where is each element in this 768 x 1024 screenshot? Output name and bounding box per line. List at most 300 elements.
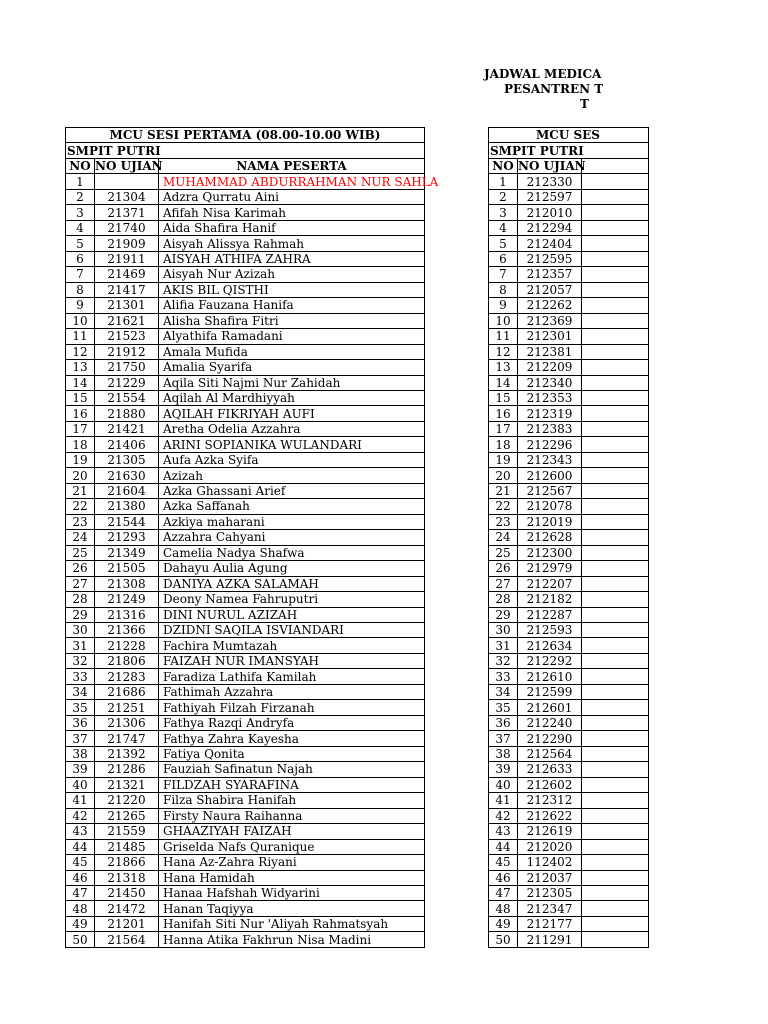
table-group-row xyxy=(489,143,649,158)
cell-no-ujian: 212595 xyxy=(518,251,582,266)
cell-nama xyxy=(582,483,649,498)
table-row xyxy=(489,437,649,452)
cell-no: 7 xyxy=(489,267,518,282)
cell-nama xyxy=(582,653,649,668)
cell-nama xyxy=(582,220,649,235)
cell-no: 18 xyxy=(66,437,95,452)
cell-nama xyxy=(582,282,649,297)
right-schedule-table xyxy=(488,127,649,948)
cell-no-ujian: 21472 xyxy=(95,901,159,916)
table-row xyxy=(489,360,649,375)
cell-no: 34 xyxy=(489,684,518,699)
table-row xyxy=(489,808,649,823)
cell-no: 45 xyxy=(489,855,518,870)
cell-no: 5 xyxy=(489,236,518,251)
table-row xyxy=(66,653,425,668)
cell-no: 23 xyxy=(489,514,518,529)
table-row xyxy=(66,824,425,839)
table-row xyxy=(489,746,649,761)
cell-no-ujian: 21380 xyxy=(95,499,159,514)
cell-no: 37 xyxy=(489,731,518,746)
cell-no: 21 xyxy=(66,483,95,498)
cell-nama: Hana Hamidah xyxy=(159,870,425,885)
cell-no: 38 xyxy=(66,746,95,761)
table-row xyxy=(66,576,425,591)
cell-no-ujian: 21201 xyxy=(95,916,159,931)
cell-no-ujian: 212020 xyxy=(518,839,582,854)
cell-no-ujian: 212564 xyxy=(518,746,582,761)
cell-no: 22 xyxy=(66,499,95,514)
table-row xyxy=(66,777,425,792)
col-header-no-ujian: NO UJIAN xyxy=(518,159,586,174)
cell-nama: Fachira Mumtazah xyxy=(159,638,425,653)
table-row xyxy=(66,267,425,282)
cell-no: 14 xyxy=(66,375,95,390)
cell-no: 15 xyxy=(66,390,95,405)
table-row xyxy=(489,236,649,251)
cell-no: 33 xyxy=(489,669,518,684)
cell-nama xyxy=(582,298,649,313)
cell-nama: Aufa Azka Syifa xyxy=(159,452,425,467)
cell-no-ujian: 212610 xyxy=(518,669,582,684)
cell-no: 49 xyxy=(66,916,95,931)
cell-no-ujian: 212567 xyxy=(518,483,582,498)
cell-nama: Aisyah Nur Azizah xyxy=(159,267,425,282)
cell-no: 23 xyxy=(66,514,95,529)
table-row xyxy=(66,746,425,761)
cell-no: 27 xyxy=(489,576,518,591)
cell-no-ujian: 212290 xyxy=(518,731,582,746)
cell-no: 2 xyxy=(489,189,518,204)
table-row xyxy=(66,375,425,390)
cell-nama xyxy=(582,468,649,483)
cell-nama xyxy=(582,421,649,436)
table-row xyxy=(66,592,425,607)
table-row xyxy=(66,715,425,730)
table-row xyxy=(66,700,425,715)
cell-no: 47 xyxy=(66,885,95,900)
cell-nama xyxy=(582,808,649,823)
cell-nama: Hanna Atika Fakhrun Nisa Madini xyxy=(159,932,425,947)
cell-no: 19 xyxy=(489,452,518,467)
cell-no-ujian: 21220 xyxy=(95,793,159,808)
cell-nama xyxy=(582,839,649,854)
cell-no-ujian: 21686 xyxy=(95,684,159,699)
cell-no: 45 xyxy=(66,855,95,870)
cell-no-ujian: 21750 xyxy=(95,360,159,375)
cell-no-ujian: 212602 xyxy=(518,777,582,792)
cell-no-ujian: 21318 xyxy=(95,870,159,885)
table-row xyxy=(489,592,649,607)
cell-no-ujian: 21283 xyxy=(95,669,159,684)
cell-no: 35 xyxy=(489,700,518,715)
table-row xyxy=(489,514,649,529)
cell-no-ujian: 212619 xyxy=(518,824,582,839)
table-row xyxy=(66,329,425,344)
table-row xyxy=(66,499,425,514)
cell-no-ujian: 212262 xyxy=(518,298,582,313)
cell-nama xyxy=(582,561,649,576)
table-row xyxy=(66,189,425,204)
cell-no-ujian: 212347 xyxy=(518,901,582,916)
cell-nama xyxy=(582,499,649,514)
cell-nama xyxy=(582,251,649,266)
table-row xyxy=(489,607,649,622)
cell-no-ujian: 212601 xyxy=(518,700,582,715)
cell-no-ujian: 21604 xyxy=(95,483,159,498)
table-header-row xyxy=(489,158,649,173)
cell-no-ujian: 212296 xyxy=(518,437,582,452)
cell-nama xyxy=(582,375,649,390)
cell-no: 16 xyxy=(489,406,518,421)
table-row xyxy=(66,468,425,483)
cell-no: 18 xyxy=(489,437,518,452)
cell-no: 11 xyxy=(66,329,95,344)
cell-no-ujian: 212343 xyxy=(518,452,582,467)
cell-nama: Afifah Nisa Karimah xyxy=(159,205,425,220)
cell-nama: MUHAMMAD ABDURRAHMAN NUR SAHLA xyxy=(159,174,425,189)
cell-no-ujian: 212240 xyxy=(518,715,582,730)
table-row xyxy=(489,653,649,668)
cell-nama: Hanan Taqiyya xyxy=(159,901,425,916)
table-row xyxy=(66,530,425,545)
cell-no-ujian: 21228 xyxy=(95,638,159,653)
cell-no-ujian: 212019 xyxy=(518,514,582,529)
cell-no-ujian: 212207 xyxy=(518,576,582,591)
cell-no-ujian: 21485 xyxy=(95,839,159,854)
cell-no-ujian: 212979 xyxy=(518,561,582,576)
table-row xyxy=(489,452,649,467)
col-header-nama: NAMA PESERTA xyxy=(159,158,425,173)
cell-no: 29 xyxy=(66,607,95,622)
cell-no: 25 xyxy=(66,545,95,560)
cell-no-ujian: 21740 xyxy=(95,220,159,235)
table-row xyxy=(66,406,425,421)
cell-no: 42 xyxy=(66,808,95,823)
table-row xyxy=(66,452,425,467)
table-row xyxy=(66,205,425,220)
cell-no: 39 xyxy=(489,762,518,777)
session-title: MCU SESI PERTAMA (08.00-10.00 WIB) xyxy=(66,128,425,143)
cell-no-ujian: 212599 xyxy=(518,684,582,699)
cell-no: 16 xyxy=(66,406,95,421)
cell-nama xyxy=(582,932,649,947)
table-row xyxy=(66,916,425,931)
cell-no: 41 xyxy=(489,793,518,808)
cell-no: 46 xyxy=(66,870,95,885)
cell-no-ujian: 21469 xyxy=(95,267,159,282)
cell-no: 24 xyxy=(66,530,95,545)
table-row xyxy=(66,298,425,313)
cell-no-ujian: 212294 xyxy=(518,220,582,235)
table-header-row xyxy=(66,158,425,173)
cell-nama: Hana Az-Zahra Riyani xyxy=(159,855,425,870)
cell-nama: Fathiyah Filzah Firzanah xyxy=(159,700,425,715)
cell-no: 22 xyxy=(489,499,518,514)
cell-no: 50 xyxy=(66,932,95,947)
cell-no-ujian: 21265 xyxy=(95,808,159,823)
cell-no-ujian: 212340 xyxy=(518,375,582,390)
cell-nama xyxy=(582,607,649,622)
cell-no-ujian: 21909 xyxy=(95,236,159,251)
session-title: MCU SES xyxy=(489,128,649,143)
cell-nama xyxy=(582,762,649,777)
cell-no-ujian: 212600 xyxy=(518,468,582,483)
table-row xyxy=(489,731,649,746)
table-row xyxy=(66,251,425,266)
cell-nama: GHAAZIYAH FAIZAH xyxy=(159,824,425,839)
table-row xyxy=(66,174,425,189)
cell-nama: Fathimah Azzahra xyxy=(159,684,425,699)
cell-nama: Alyathifa Ramadani xyxy=(159,329,425,344)
cell-no-ujian: 21286 xyxy=(95,762,159,777)
cell-nama: DINI NURUL AZIZAH xyxy=(159,607,425,622)
cell-nama: AQILAH FIKRIYAH AUFI xyxy=(159,406,425,421)
cell-no: 32 xyxy=(66,653,95,668)
cell-no-ujian: 21559 xyxy=(95,824,159,839)
cell-no-ujian: 212292 xyxy=(518,653,582,668)
cell-no-ujian: 21621 xyxy=(95,313,159,328)
table-row xyxy=(66,514,425,529)
cell-no: 28 xyxy=(66,592,95,607)
cell-nama: Fauziah Safinatun Najah xyxy=(159,762,425,777)
table-row xyxy=(489,762,649,777)
cell-nama xyxy=(582,514,649,529)
table-row xyxy=(489,251,649,266)
cell-no-ujian: 212357 xyxy=(518,267,582,282)
table-row xyxy=(66,839,425,854)
table-row xyxy=(66,870,425,885)
cell-nama xyxy=(582,638,649,653)
cell-no-ujian: 212300 xyxy=(518,545,582,560)
cell-no: 30 xyxy=(489,623,518,638)
cell-no: 48 xyxy=(66,901,95,916)
cell-nama: Azka Ghassani Arief xyxy=(159,483,425,498)
cell-nama: Filza Shabira Hanifah xyxy=(159,793,425,808)
cell-nama: Aqilah Al Mardhiyyah xyxy=(159,390,425,405)
cell-no-ujian: 21406 xyxy=(95,437,159,452)
cell-nama xyxy=(582,623,649,638)
table-row xyxy=(66,669,425,684)
cell-no: 4 xyxy=(489,220,518,235)
cell-no-ujian: 21392 xyxy=(95,746,159,761)
table-row xyxy=(489,684,649,699)
table-row xyxy=(489,793,649,808)
cell-no-ujian: 212209 xyxy=(518,360,582,375)
cell-no: 8 xyxy=(66,282,95,297)
cell-nama xyxy=(582,824,649,839)
cell-no: 9 xyxy=(66,298,95,313)
header-line-1: JADWAL MEDICA xyxy=(484,67,602,81)
cell-no-ujian: 21544 xyxy=(95,514,159,529)
cell-nama: Azkiya maharani xyxy=(159,514,425,529)
cell-no-ujian: 212177 xyxy=(518,916,582,931)
cell-nama xyxy=(582,360,649,375)
cell-no-ujian: 212312 xyxy=(518,793,582,808)
cell-no-ujian: 212593 xyxy=(518,623,582,638)
cell-no: 32 xyxy=(489,653,518,668)
table-row xyxy=(66,282,425,297)
table-row xyxy=(66,855,425,870)
cell-no-ujian: 211291 xyxy=(518,932,582,947)
table-row xyxy=(489,421,649,436)
cell-nama: Fatiya Qonita xyxy=(159,746,425,761)
table-row xyxy=(66,793,425,808)
cell-nama xyxy=(582,715,649,730)
cell-no-ujian: 21880 xyxy=(95,406,159,421)
group-label: SMPIT PUTRI xyxy=(489,143,649,158)
cell-no: 42 xyxy=(489,808,518,823)
cell-nama xyxy=(582,267,649,282)
col-header-no: NO xyxy=(489,158,518,173)
cell-no: 12 xyxy=(489,344,518,359)
cell-no-ujian: 212383 xyxy=(518,421,582,436)
cell-no: 20 xyxy=(66,468,95,483)
cell-no: 43 xyxy=(66,824,95,839)
table-row xyxy=(489,298,649,313)
cell-no-ujian: 212078 xyxy=(518,499,582,514)
cell-no: 11 xyxy=(489,329,518,344)
cell-nama: Aqila Siti Najmi Nur Zahidah xyxy=(159,375,425,390)
cell-no-ujian: 21417 xyxy=(95,282,159,297)
table-row xyxy=(489,885,649,900)
cell-no-ujian: 21229 xyxy=(95,375,159,390)
cell-nama xyxy=(582,313,649,328)
cell-no-ujian: 21912 xyxy=(95,344,159,359)
table-row xyxy=(66,360,425,375)
table-row xyxy=(489,390,649,405)
cell-no-ujian: 21305 xyxy=(95,452,159,467)
cell-no-ujian: 212369 xyxy=(518,313,582,328)
cell-no-ujian: 212010 xyxy=(518,205,582,220)
cell-no: 27 xyxy=(66,576,95,591)
cell-no: 4 xyxy=(66,220,95,235)
cell-nama: Fathya Razqi Andryfa xyxy=(159,715,425,730)
table-row xyxy=(489,576,649,591)
table-row xyxy=(489,344,649,359)
table-title-row xyxy=(489,128,649,143)
table-row xyxy=(489,545,649,560)
cell-no: 17 xyxy=(489,421,518,436)
cell-no-ujian: 212597 xyxy=(518,189,582,204)
col-header-nama xyxy=(582,158,649,173)
cell-no-ujian: 212330 xyxy=(518,174,582,189)
table-row xyxy=(489,483,649,498)
table-title-row xyxy=(66,128,425,143)
cell-no-ujian: 21308 xyxy=(95,576,159,591)
cell-no-ujian: 212037 xyxy=(518,870,582,885)
cell-no-ujian: 21293 xyxy=(95,530,159,545)
cell-no: 37 xyxy=(66,731,95,746)
cell-no: 46 xyxy=(489,870,518,885)
cell-nama: Hanifah Siti Nur 'Aliyah Rahmatsyah xyxy=(159,916,425,931)
cell-nama xyxy=(582,870,649,885)
cell-no-ujian xyxy=(95,174,159,189)
cell-no: 24 xyxy=(489,530,518,545)
table-row xyxy=(66,607,425,622)
table-row xyxy=(66,390,425,405)
cell-nama: Dahayu Aulia Agung xyxy=(159,561,425,576)
cell-nama xyxy=(582,406,649,421)
cell-no-ujian: 21866 xyxy=(95,855,159,870)
cell-nama: Aida Shafira Hanif xyxy=(159,220,425,235)
table-row xyxy=(66,901,425,916)
cell-no-ujian: 212404 xyxy=(518,236,582,251)
cell-no-ujian: 21306 xyxy=(95,715,159,730)
cell-nama: Hanaa Hafshah Widyarini xyxy=(159,885,425,900)
cell-no: 3 xyxy=(66,205,95,220)
cell-nama xyxy=(582,855,649,870)
cell-no: 50 xyxy=(489,932,518,947)
table-row xyxy=(489,855,649,870)
table-row xyxy=(489,932,649,947)
cell-nama: Adzra Qurratu Aini xyxy=(159,189,425,204)
cell-no: 44 xyxy=(489,839,518,854)
table-row xyxy=(489,468,649,483)
cell-nama xyxy=(582,530,649,545)
cell-nama: FILDZAH SYARAFINA xyxy=(159,777,425,792)
cell-no: 19 xyxy=(66,452,95,467)
cell-nama: DANIYA AZKA SALAMAH xyxy=(159,576,425,591)
cell-no: 20 xyxy=(489,468,518,483)
group-label: SMPIT PUTRI xyxy=(66,143,425,158)
cell-nama: Deony Namea Fahruputri xyxy=(159,592,425,607)
table-row xyxy=(66,421,425,436)
cell-no-ujian: 21450 xyxy=(95,885,159,900)
cell-no: 34 xyxy=(66,684,95,699)
table-row xyxy=(489,267,649,282)
cell-no: 26 xyxy=(489,561,518,576)
table-row xyxy=(489,623,649,638)
cell-no: 17 xyxy=(66,421,95,436)
cell-no-ujian: 212628 xyxy=(518,530,582,545)
cell-no-ujian: 21301 xyxy=(95,298,159,313)
cell-no-ujian: 21630 xyxy=(95,468,159,483)
cell-nama xyxy=(582,793,649,808)
table-row xyxy=(489,777,649,792)
table-row xyxy=(66,313,425,328)
cell-no: 10 xyxy=(489,313,518,328)
cell-no-ujian: 21321 xyxy=(95,777,159,792)
cell-no: 40 xyxy=(489,777,518,792)
cell-no-ujian: 21505 xyxy=(95,561,159,576)
cell-nama xyxy=(582,174,649,189)
cell-no: 43 xyxy=(489,824,518,839)
cell-no-ujian: 212381 xyxy=(518,344,582,359)
cell-no-ujian: 21806 xyxy=(95,653,159,668)
table-row xyxy=(66,220,425,235)
cell-nama xyxy=(582,205,649,220)
table-row xyxy=(489,189,649,204)
table-row xyxy=(489,901,649,916)
cell-no: 5 xyxy=(66,236,95,251)
cell-nama: AKIS BIL QISTHI xyxy=(159,282,425,297)
table-row xyxy=(489,839,649,854)
table-row xyxy=(66,623,425,638)
left-schedule-table xyxy=(65,127,439,948)
cell-nama: Fathya Zahra Kayesha xyxy=(159,731,425,746)
cell-no-ujian: 112402 xyxy=(518,855,582,870)
cell-no: 28 xyxy=(489,592,518,607)
table-row xyxy=(489,824,649,839)
table-row xyxy=(489,638,649,653)
cell-no: 6 xyxy=(66,251,95,266)
cell-no: 44 xyxy=(66,839,95,854)
table-row xyxy=(489,205,649,220)
cell-nama: Alifia Fauzana Hanifa xyxy=(159,298,425,313)
cell-nama xyxy=(582,700,649,715)
cell-no: 33 xyxy=(66,669,95,684)
